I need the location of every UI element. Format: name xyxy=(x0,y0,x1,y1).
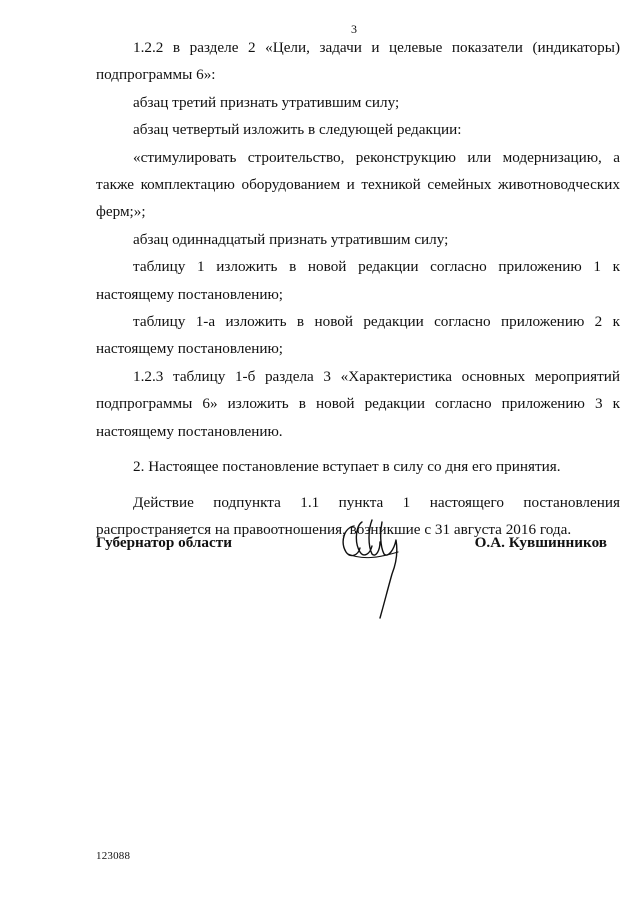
paragraph-abzac-tretiy: абзац третий признать утратившим силу; xyxy=(133,93,400,111)
paragraph-1-2-2: 1.2.2 в разделе 2 «Цели, задачи и целевые показатели (индикаторы) подпрограммы 6»: xyxy=(96,39,620,84)
document-body xyxy=(96,34,620,543)
paragraph-1-2-3: 1.2.3 таблицу 1-б раздела 3 «Характеристика основных мероприятий подпрограммы 6» изложить в новой редакции согласно приложению 3 к настоящему постановлению. xyxy=(96,367,620,440)
paragraph-abzac-odinnadcatyy: абзац одиннадцатый признать утратившим силу; xyxy=(133,230,449,248)
page-number-text: 3 xyxy=(351,22,357,36)
paragraph-table-1a: таблицу 1-а изложить в новой редакции согласно приложению 2 к настоящему постановлению; xyxy=(96,313,620,358)
paragraph-quote: «стимулировать строительство, реконструкцию или модернизацию, а также комплектацию оборудованием и техникой семейных животноводческих ферм;»; xyxy=(96,148,620,221)
paragraph-table-1: таблицу 1 изложить в новой редакции согласно приложению 1 к настоящему постановлению; xyxy=(96,258,620,303)
paragraph-2: 2. Настоящее постановление вступает в силу со дня его принятия. xyxy=(133,458,561,476)
paragraph-abzac-chetvertyy: абзац четвертый изложить в следующей редакции: xyxy=(133,121,462,139)
document-code: 123088 xyxy=(96,850,131,862)
signatory-name: О.А. Кувшинников xyxy=(474,534,607,551)
signatory-title: Губернатор области xyxy=(96,534,232,551)
paragraph-effect: Действие подпункта 1.1 пункта 1 настоящего постановления распространяется на правоотношения, возникшие с 31 августа 2016 года. xyxy=(96,493,620,538)
handwritten-signature xyxy=(338,512,408,627)
